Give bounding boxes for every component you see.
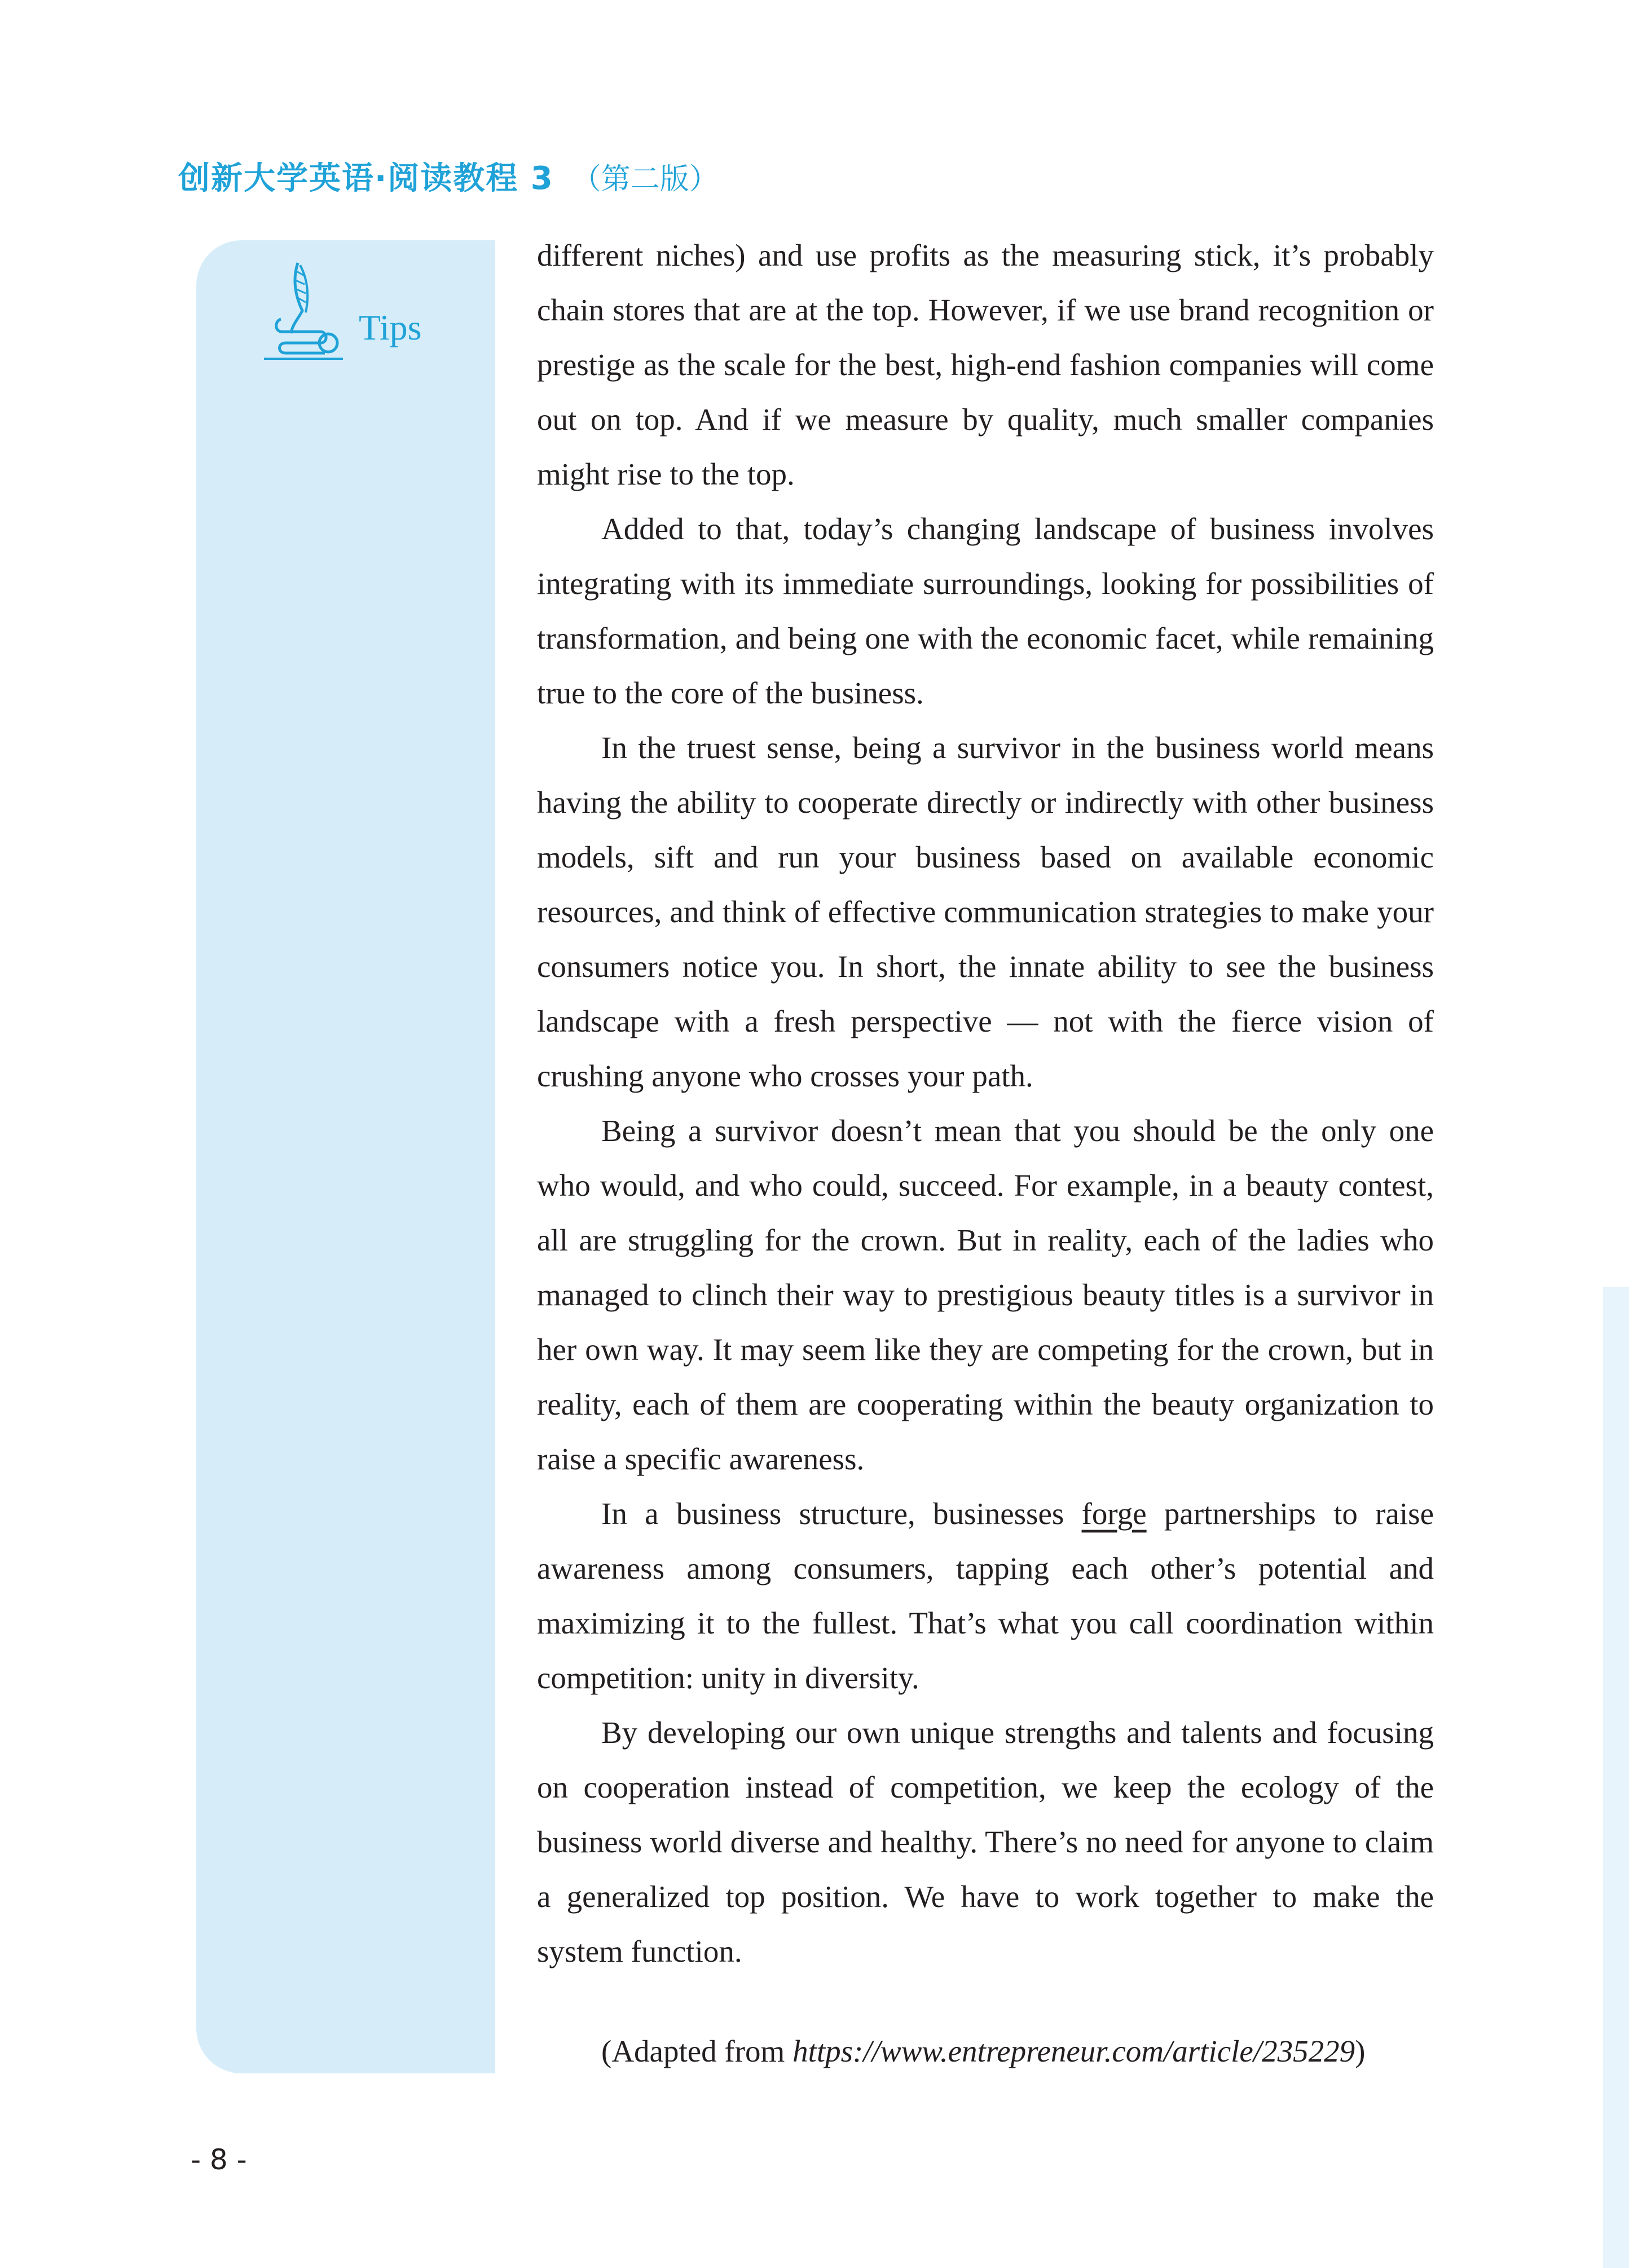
- quill-scroll-icon: [258, 257, 349, 370]
- paragraph-4: Being a survivor doesn’t mean that you should be the only one who would, and who could, succeed. For example, in a beauty contest, all are struggling for the crown. But in reality, each of the ladies who managed to clinch their way to prestigious beauty titles is a survivor in her own way. It may seem like they are competing for the crown, but in reality, each of them are cooperating within the beauty organization to raise a specific awareness.: [537, 1113, 1434, 1476]
- running-header: [178, 153, 719, 199]
- article-body: [537, 228, 1434, 1979]
- paragraph-6: By developing our own unique strengths and talents and focusing on cooperation instead of competition, we keep the ecology of the business world diverse and healthy. There’s no need for anyone to claim a generalized top position. We have to work together to make the system function.: [537, 1715, 1434, 1968]
- page-edge-tab: [1603, 1287, 1629, 2268]
- page-number: - 8 -: [191, 2143, 247, 2176]
- tips-label: Tips: [359, 307, 422, 347]
- tips-sidebar: [196, 240, 495, 2073]
- book-title: 创新大学英语·阅读教程 3: [178, 160, 554, 197]
- source-suffix: ): [1355, 2034, 1366, 2068]
- paragraph-5-start: In a business structure, businesses: [601, 1496, 1082, 1531]
- underlined-word: forge: [1081, 1496, 1147, 1531]
- source-url: https://www.entrepreneur.com/article/235229: [793, 2034, 1355, 2068]
- paragraph-3: In the truest sense, being a survivor in the business world means having the ability to cooperate directly or indirectly with other business models, sift and run your business based on available economic resources, and think of effective communication strategies to make your consumers notice you. In short, the innate ability to see the business landscape with a fresh perspective — not with the fierce vision of crushing anyone who crosses your path.: [537, 730, 1434, 1093]
- paragraph-5: [537, 1486, 1434, 1705]
- paragraph-2: Added to that, today’s changing landscape of business involves integrating with its immediate surroundings, looking for possibilities of transformation, and being one with the economic facet, while remaining true to the core of the business.: [537, 512, 1434, 710]
- paragraph-5-end: partnerships to raise awareness among consumers, tapping each other’s potential and maximizing it to the fullest. That’s what you call coordination within competition: unity in diversity.: [537, 1496, 1434, 1695]
- source-prefix: (Adapted from: [601, 2034, 793, 2068]
- source-citation: [601, 2024, 1365, 2078]
- book-edition: （第二版）: [571, 162, 719, 196]
- tips-heading: [258, 257, 422, 370]
- paragraph-1: different niches) and use profits as the measuring stick, it’s probably chain stores that are at the top. However, if we use brand recognition or prestige as the scale for the best, high-end fashion companies will come out on top. And if we measure by quality, much smaller companies might rise to the top.: [537, 238, 1434, 491]
